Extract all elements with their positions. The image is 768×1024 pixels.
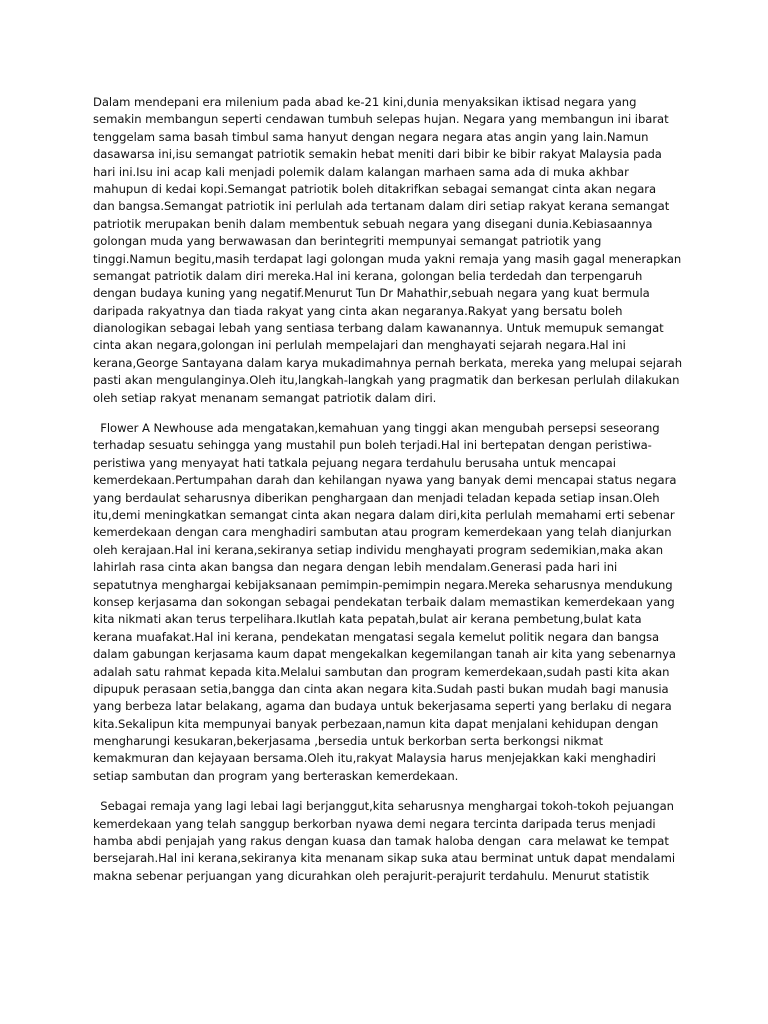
text-line: mahupun di kedai kopi.Semangat patriotik boleh ditakrifkan sebagai semangat cinta akan negara	[93, 181, 657, 196]
text-line: kemerdekaan.Pertumpahan darah dan kehilangan nyawa yang banyak demi mencapai status negara	[93, 473, 677, 488]
text-line: kerana muafakat.Hal ini kerana, pendekatan mengatasi segala kemelut politik negara dan bangsa	[93, 629, 660, 644]
text-line: terhadap sesuatu sehingga yang mustahil pun boleh terjadi.Hal ini bertepatan dengan peristiwa-	[93, 438, 652, 453]
text-line: konsep kerjasama dan sokongan sebagai pendekatan terbaik dalam memastikan kemerdekaan yang	[93, 594, 675, 609]
text-line: itu,demi meningkatkan semangat cinta akan negara dalam diri,kita perlulah memahami erti sebenar	[93, 507, 675, 522]
text-line: tinggi.Namun begitu,masih terdapat lagi golongan muda yakni remaja yang masih gagal menerapkan	[93, 251, 682, 266]
text-line: Sebagai remaja yang lagi lebai lagi berjanggut,kita seharusnya menghargai tokoh-tokoh pejuangan	[93, 799, 674, 814]
text-line: dianologikan sebagai lebah yang sentiasa terbang dalam kawanannya. Untuk memupuk semangat	[93, 321, 664, 336]
text-line: hamba abdi penjajah yang rakus dengan kuasa dan tamak haloba dengan cara melawat ke tempat	[93, 834, 669, 849]
text-line: yang berbeza latar belakang, agama dan budaya untuk bekerjasama seperti yang berlaku di negara	[93, 699, 672, 714]
text-line: dalam gabungan kerjasama kaum dapat mengekalkan kegemilangan tanah air kita yang sebenarnya	[93, 647, 676, 662]
text-line: kerana,George Santayana dalam karya mukadimahnya pernah berkata, mereka yang melupai sejarah	[93, 355, 682, 370]
text-line: oleh setiap rakyat menanam semangat patriotik dalam diri.	[93, 390, 437, 405]
text-line: pasti akan mengulanginya.Oleh itu,langkah-langkah yang pragmatik dan berkesan perlulah dilakukan	[93, 373, 680, 388]
text-line: semakin membangun seperti cendawan tumbuh selepas hujan. Negara yang membangun ini ibarat	[93, 112, 669, 127]
text-line: dan bangsa.Semangat patriotik ini perlulah ada tertanam dalam diri setiap rakyat kerana semangat	[93, 199, 670, 214]
text-line: adalah satu rahmat kepada kita.Melalui sambutan dan program kemerdekaan,sudah pasti kita akan	[93, 664, 670, 679]
text-line: kemakmuran dan kejayaan bersama.Oleh itu,rakyat Malaysia harus menjejakkan kaki menghadiri	[93, 751, 656, 766]
text-line: semangat patriotik dalam diri mereka.Hal ini kerana, golongan belia terdedah dan terpengaruh	[93, 268, 643, 283]
text-line: dasawarsa ini,isu semangat patriotik semakin hebat meniti dari bibir ke bibir rakyat Malaysia pada	[93, 147, 662, 162]
text-line: patriotik merupakan benih dalam membentuk sebuah negara yang disegani dunia.Kebiasaannya	[93, 216, 653, 231]
text-line: Flower A Newhouse ada mengatakan,kemahuan yang tinggi akan mengubah persepsi seseorang	[93, 421, 660, 436]
paragraph-2	[93, 420, 693, 785]
text-line: golongan muda yang berwawasan dan berintegriti mempunyai semangat patriotik yang	[93, 234, 602, 249]
text-line: peristiwa yang menyayat hati tatkala pejuang negara terdahulu berusaha untuk mencapai	[93, 455, 616, 470]
text-line: setiap sambutan dan program yang berteraskan kemerdekaan.	[93, 768, 459, 783]
paragraph-3	[93, 798, 693, 885]
text-line: dengan budaya kuning yang negatif.Menurut Tun Dr Mahathir,sebuah negara yang kuat bermula	[93, 286, 650, 301]
paragraph-1	[93, 94, 693, 407]
text-line: makna sebenar perjuangan yang dicurahkan oleh perajurit-perajurit terdahulu. Menurut statistik	[93, 868, 650, 883]
text-line: tenggelam sama basah timbul sama hanyut dengan negara negara atas angin yang lain.Namun	[93, 129, 649, 144]
text-line: bersejarah.Hal ini kerana,sekiranya kita menanam sikap suka atau berminat untuk dapat mendalami	[93, 851, 675, 866]
text-line: lahirlah rasa cinta akan bangsa dan negara dengan lebih mendalam.Generasi pada hari ini	[93, 560, 618, 575]
text-line: kemerdekaan yang telah sanggup berkorban nyawa demi negara tercinta daripada terus menjadi	[93, 816, 656, 831]
text-line: oleh kerajaan.Hal ini kerana,sekiranya setiap individu menghayati program sedemikian,maka akan	[93, 542, 664, 557]
text-line: sepatutnya menghargai kebijaksanaan pemimpin-pemimpin negara.Mereka seharusnya mendukung	[93, 577, 673, 592]
text-line: dipupuk perasaan setia,bangga dan cinta akan negara kita.Sudah pasti bukan mudah bagi manusia	[93, 681, 669, 696]
text-line: Dalam mendepani era milenium pada abad ke-21 kini,dunia menyaksikan iktisad negara yang	[93, 95, 637, 109]
essay-body	[93, 94, 693, 885]
text-line: hari ini.Isu ini acap kali menjadi polemik dalam kalangan marhaen sama ada di muka akhbar	[93, 164, 629, 179]
text-line: mengharungi kesukaran,bekerjasama ,bersedia untuk berkorban serta berkongsi nikmat	[93, 734, 604, 749]
text-line: yang berdaulat seharusnya diberikan penghargaan dan menjadi teladan kepada setiap insan.Oleh	[93, 490, 660, 505]
text-line: daripada rakyatnya dan tiada rakyat yang cinta akan negaranya.Rakyat yang bersatu boleh	[93, 303, 623, 318]
text-line: cinta akan negara,golongan ini perlulah mempelajari dan menghayati sejarah negara.Hal ini	[93, 338, 626, 353]
text-line: kita nikmati akan terus terpelihara.Ikutlah kata pepatah,bulat air kerana pembetung,bulat kata	[93, 612, 642, 627]
text-line: kemerdekaan dengan cara menghadiri sambutan atau program kemerdekaan yang telah dianjurkan	[93, 525, 672, 540]
text-line: kita.Sekalipun kita mempunyai banyak perbezaan,namun kita dapat menjalani kehidupan dengan	[93, 716, 659, 731]
